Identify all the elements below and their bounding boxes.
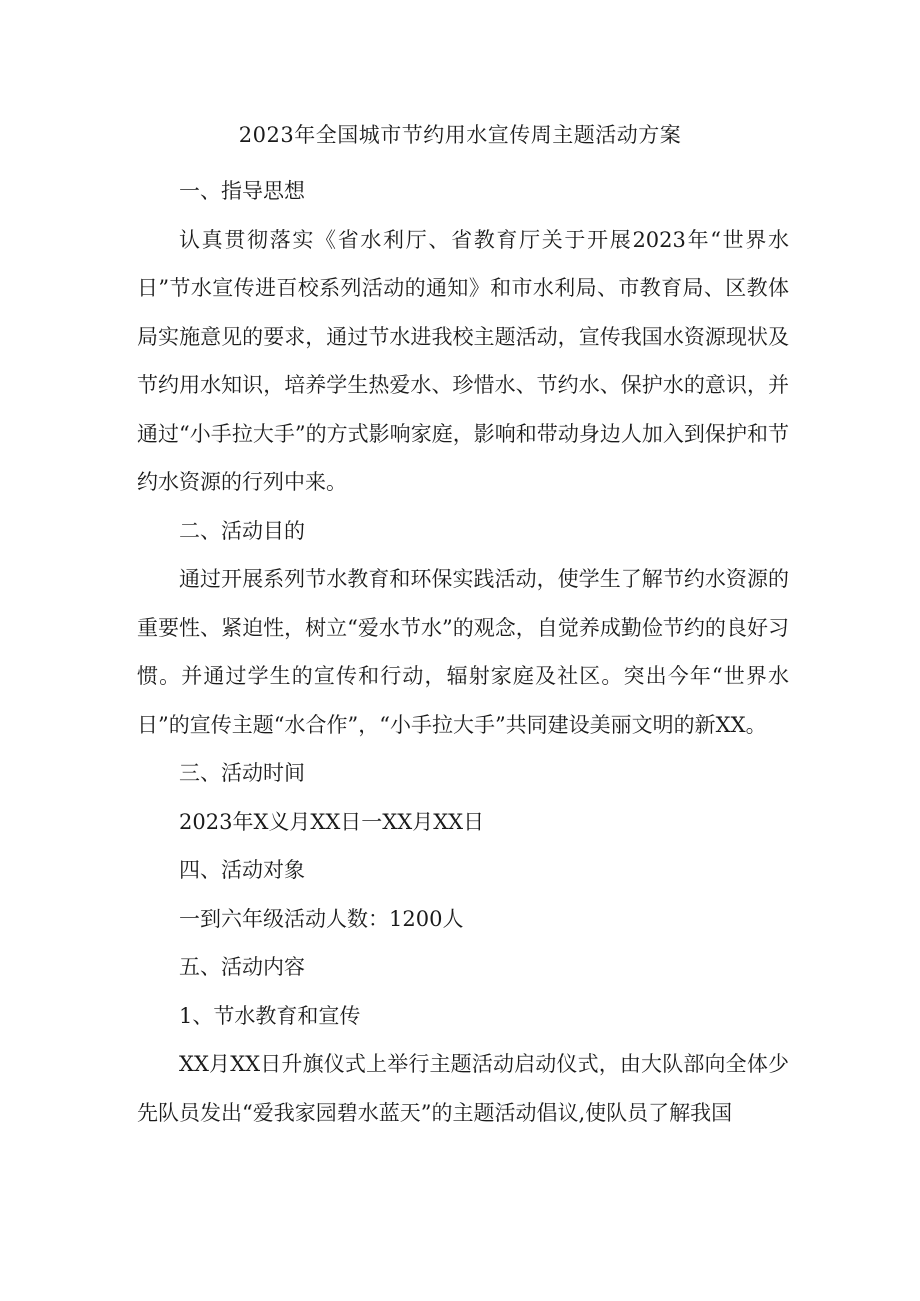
document-body — [137, 167, 789, 1137]
section-heading-purpose: 二、活动目的 — [179, 518, 305, 543]
section-paragraph-audience: 一到六年级活动人数：1200人 — [179, 906, 464, 931]
section-heading-time: 三、活动时间 — [179, 761, 305, 785]
section-paragraph-guiding-thought: 认真贯彻落实《省水利厅、省教育厅关于开展2023年“世界水日”节水宣传进百校系列活动的通知》和市水利局、市教育局、区教体局实施意见的要求，通过节水进我校主题活动，宣传我国水资源现状及节约用水知识，培养学生热爱水、珍惜水、节约水、保护水的意识，并通过“小手拉大手”的方式影响家庭，影响和带动身边人加入到保护和节约水资源的行列中来。 — [137, 227, 789, 494]
section-heading-guiding-thought: 一、指导思想 — [179, 179, 305, 203]
subsection-heading-education: 1、节水教育和宣传 — [179, 1003, 361, 1028]
section-paragraph-purpose: 通过开展系列节水教育和环保实践活动，使学生了解节约水资源的重要性、紧迫性，树立“爱水节水”的观念，自觉养成勤俭节约的良好习惯。并通过学生的宣传和行动，辐射家庭及社区。突出今年“世界水日”的宣传主题“水合作”，“小手拉大手”共同建设美丽文明的新XX。 — [137, 567, 789, 737]
subsection-paragraph-education: XX月XX日升旗仪式上举行主题活动启动仪式，由大队部向全体少先队员发出“爱我家园碧水蓝天”的主题活动倡议,使队员了解我国 — [137, 1052, 789, 1125]
section-heading-audience: 四、活动对象 — [179, 858, 305, 882]
document-title: 2023年全国城市节约用水宣传周主题活动方案 — [238, 123, 682, 147]
section-heading-content: 五、活动内容 — [179, 955, 305, 979]
section-paragraph-time: 2023年X义月XX日一XX月XX日 — [179, 809, 485, 834]
